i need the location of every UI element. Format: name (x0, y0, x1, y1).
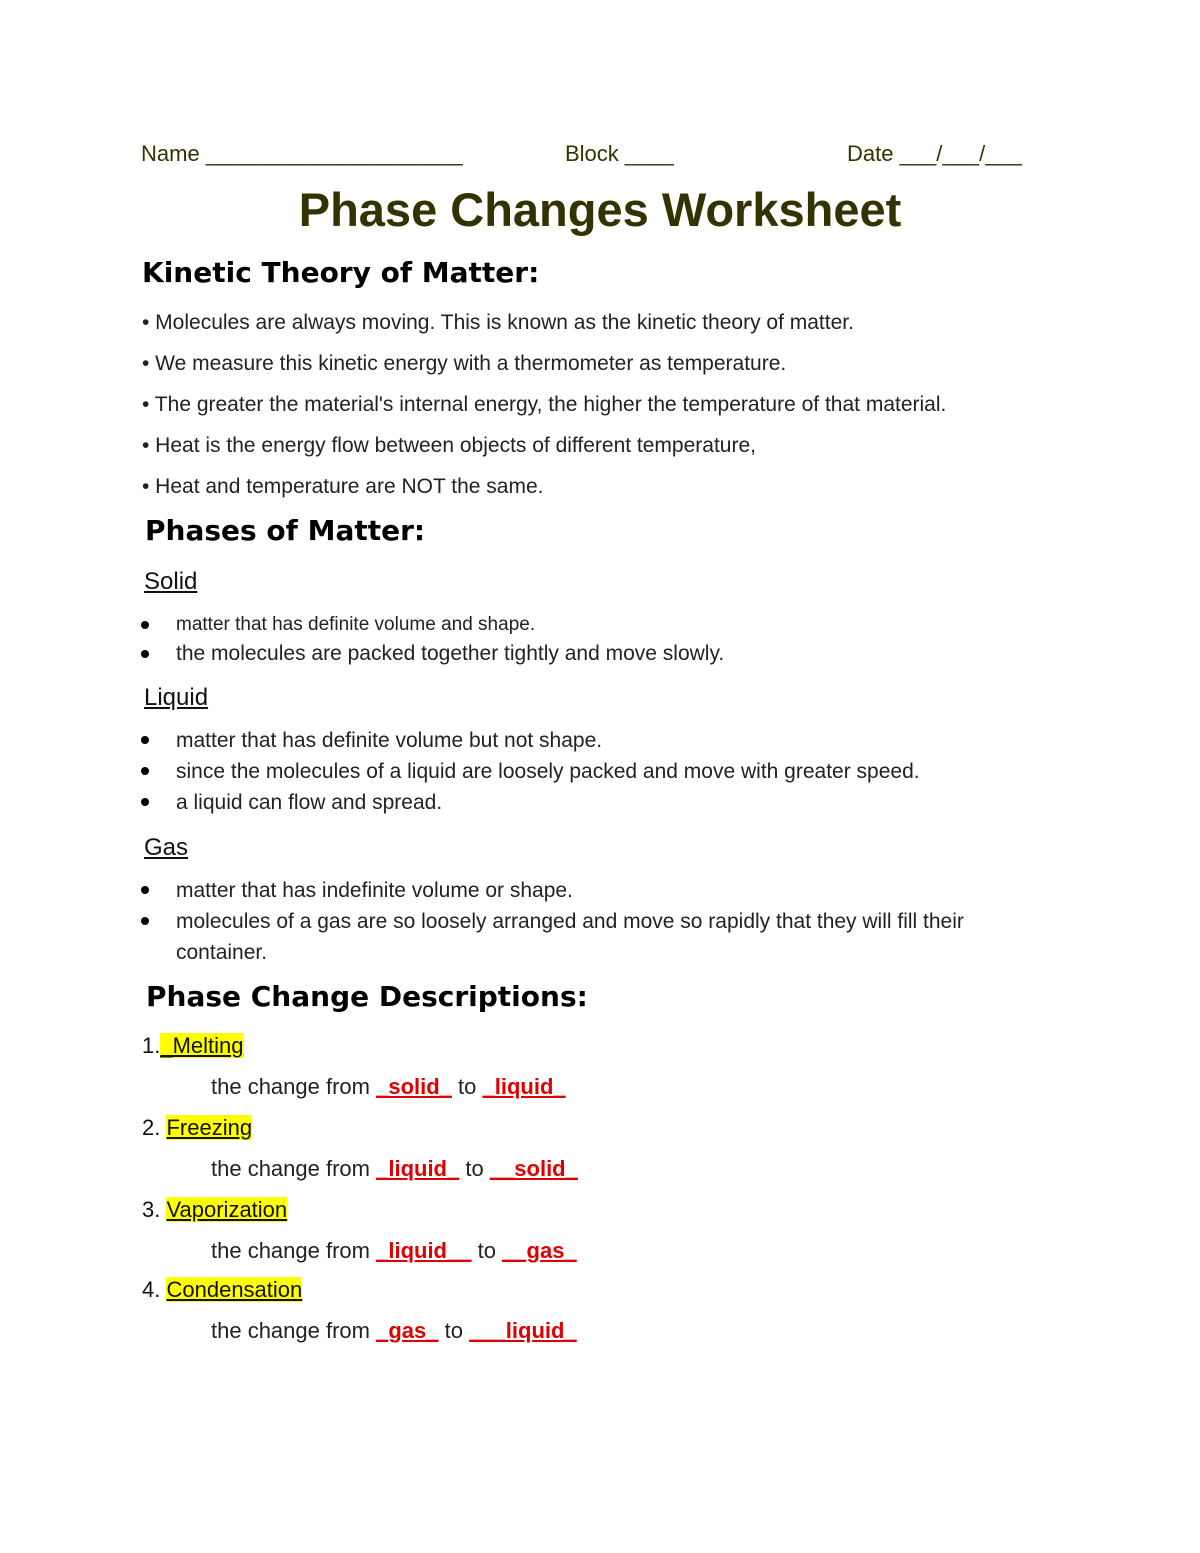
numbered-item: 2. Freezing (142, 1115, 253, 1140)
answer-to: ___liquid_ (469, 1318, 577, 1343)
gas-label: Gas (144, 834, 189, 861)
date-field: Date ___/___/___ (847, 141, 1022, 166)
list-item: the molecules are packed together tightly and move slowly. (141, 639, 724, 669)
answer-from: _solid_ (376, 1074, 452, 1099)
answer-from: _liquid_ (376, 1156, 460, 1181)
change-line: the change from _liquid_ to __solid_ (211, 1156, 578, 1181)
header-line (0, 141, 1200, 171)
page-title: Phase Changes Worksheet (298, 183, 902, 236)
bullet-icon (141, 798, 149, 806)
bullet-icon (141, 650, 149, 658)
bullet-icon (141, 767, 149, 775)
answer-from: _gas_ (376, 1318, 439, 1343)
kinetic-theory-heading: Kinetic Theory of Matter: (142, 256, 540, 289)
bullet-icon (141, 917, 149, 925)
gas-list (141, 875, 1021, 968)
kinetic-line: • We measure this kinetic energy with a thermometer as temperature. (142, 352, 787, 375)
list-item: matter that has indefinite volume or shape. (141, 875, 1021, 906)
kinetic-line: • Molecules are always moving. This is known as the kinetic theory of matter. (142, 311, 854, 334)
term-condensation: Condensation (166, 1277, 303, 1302)
bullet-icon (141, 621, 149, 629)
list-item: matter that has definite volume and shape. (141, 610, 724, 639)
numbered-item: 3. Vaporization (142, 1197, 288, 1222)
phases-of-matter-heading: Phases of Matter: (145, 514, 426, 547)
numbered-item: 1._Melting (142, 1033, 244, 1058)
kinetic-line: • The greater the material's internal energy, the higher the temperature of that material. (142, 393, 947, 416)
answer-from: _liquid__ (376, 1238, 472, 1263)
numbered-item: 4. Condensation (142, 1277, 303, 1302)
phase-change-descriptions-heading: Phase Change Descriptions: (146, 980, 588, 1013)
change-line: the change from _liquid__ to __gas_ (211, 1238, 577, 1263)
term-freezing: Freezing (166, 1115, 253, 1140)
list-item: since the molecules of a liquid are loosely packed and move with greater speed. (141, 756, 920, 787)
list-item: molecules of a gas are so loosely arranged and move so rapidly that they will fill their container. (141, 906, 1021, 968)
liquid-label: Liquid (144, 684, 209, 711)
change-line: the change from _solid_ to _liquid_ (211, 1074, 566, 1099)
term-melting: _Melting (160, 1033, 244, 1058)
liquid-list (141, 725, 920, 818)
list-item: a liquid can flow and spread. (141, 787, 920, 818)
answer-to: __solid_ (489, 1156, 578, 1181)
term-vaporization: Vaporization (166, 1197, 288, 1222)
bullet-icon (141, 886, 149, 894)
solid-label: Solid (144, 568, 198, 595)
change-line: the change from _gas_ to ___liquid_ (211, 1318, 577, 1343)
answer-to: __gas_ (502, 1238, 577, 1263)
solid-list (141, 610, 724, 669)
kinetic-line: • Heat and temperature are NOT the same. (142, 475, 544, 498)
list-item: matter that has definite volume but not shape. (141, 725, 920, 756)
bullet-icon (141, 736, 149, 744)
answer-to: _liquid_ (482, 1074, 566, 1099)
kinetic-line: • Heat is the energy flow between objects of different temperature, (142, 434, 756, 457)
block-field: Block ____ (565, 141, 674, 166)
name-field: Name _____________________ (141, 141, 463, 166)
